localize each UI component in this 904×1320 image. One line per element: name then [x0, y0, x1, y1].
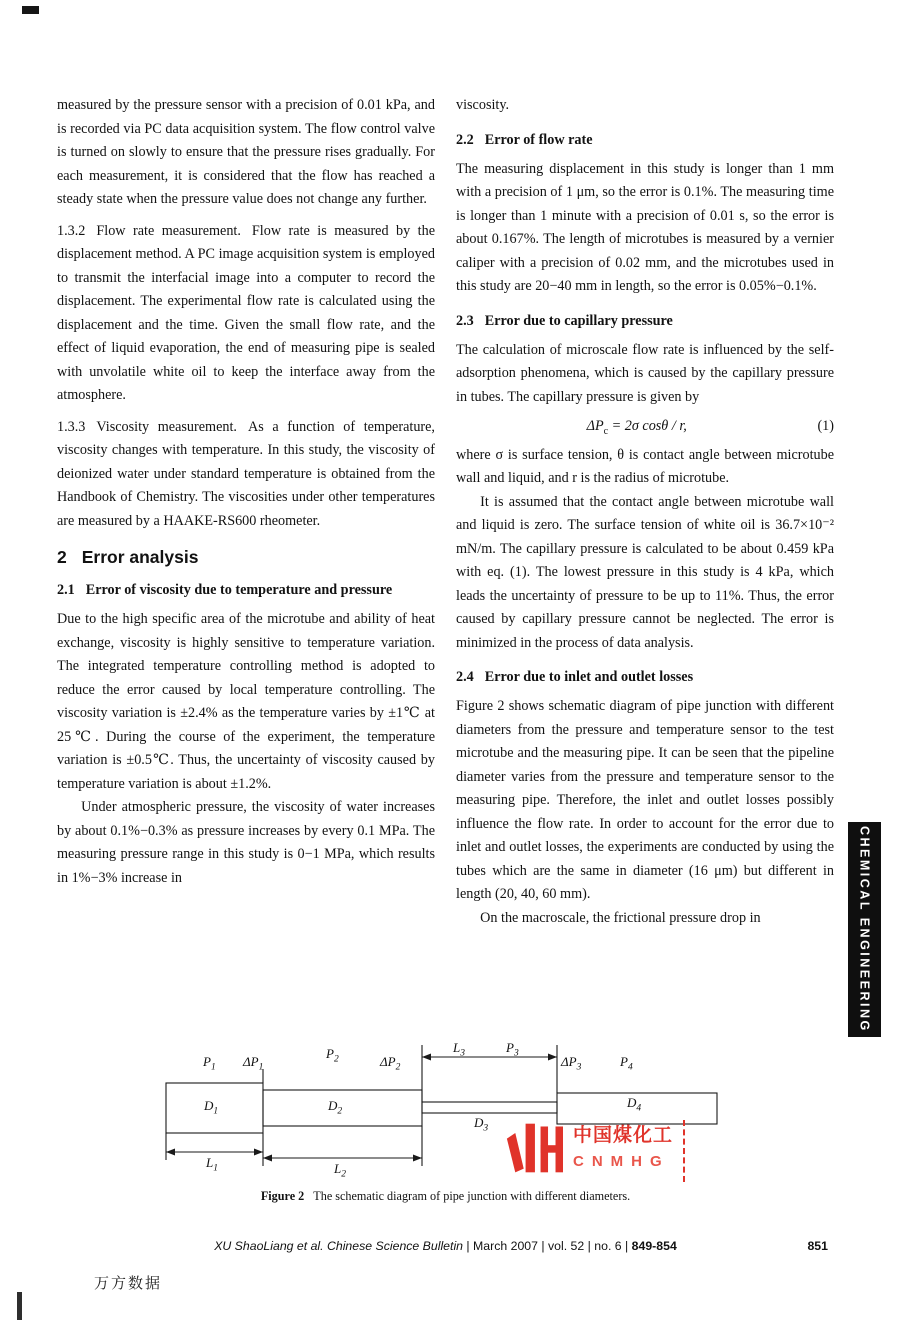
heading-number: 2 [57, 547, 67, 567]
figure-label-dp1: $\Delta P_1$ [243, 1054, 264, 1073]
figure-label-p3: $P_3$ [506, 1040, 519, 1059]
heading-text: Error of flow rate [484, 131, 593, 148]
heading-2-4 [456, 666, 834, 688]
watermark-texts [573, 1120, 673, 1170]
pipe-junction-schematic [57, 1040, 847, 1190]
heading-number: 2.4 [456, 669, 474, 686]
figure-label-l1: $L_1$ [206, 1155, 218, 1174]
figure-label-p1: $P_1$ [203, 1054, 216, 1073]
section-text: As a function of temperature, viscosity changes with temperature. In this study, the viscosity of deionized water under standard temperature is obtained from the Handbook of Chemistry. The viscosities under other temperatures are measured by a HAAKE-RS600 rheometer. [57, 418, 435, 529]
paragraph-2-2: The measuring displacement in this study is longer than 1 mm with a precision of 1 μm, so the error is 0.1%. The measuring time is longer than 1 minute with a precision of 0.01 s, so the error is about 0.167%. The length of microtubes is measured by a vernier caliper with a precision of 0.02 mm, and the microtubes used in this study are 20−40 mm in length, so the error is 0.05%−0.1%. [456, 160, 834, 294]
heading-2-2 [456, 129, 834, 151]
paragraph-macroscale: On the macroscale, the frictional pressure drop in [480, 909, 761, 926]
figure-label-p4: $P_4$ [620, 1054, 633, 1073]
heading-text: Error due to inlet and outlet losses [484, 669, 694, 686]
article-body [57, 94, 834, 1046]
paragraph-continuation: measured by the pressure sensor with a precision of 0.01 kPa, and is recorded via PC data acquisition system. The flow control valve is turned on slowly to ensure that the pressure rises gradually. For each measurement, it is considered that the flow has reached a steady state when the pressure value does not change any further. [57, 97, 435, 207]
figure-caption-text: The schematic diagram of pipe junction with different diameters. [313, 1189, 631, 1203]
scan-artifact-bottom [17, 1292, 22, 1320]
figure-2-diagram [57, 1040, 847, 1190]
section-number: 1.3.2 [57, 222, 86, 239]
figure-2-caption [57, 1189, 834, 1204]
footer [57, 1239, 834, 1253]
paragraph-2-1-a: Due to the high specific area of the microtube and ability of heat exchange, viscosity is highly sensitive to temperature variation. The integrated temperature controlling method is adopted to reduce the error caused by local temperature controlling. The viscosity variation is ±2.4% as the temperature varies by ±1℃ at 25℃. During the course of the experiment, the temperature variation is ±0.5℃. Thus, the uncertainty of viscosity caused by temperature variation is about ±1.2%. [57, 611, 435, 792]
scan-artifact-top [22, 6, 39, 14]
section-1-3-2-paragraph [57, 220, 435, 408]
heading-error-analysis [57, 547, 435, 568]
equation-subscript: c [603, 425, 609, 437]
section-tab-label: CHEMICAL ENGINEERING [857, 826, 872, 1033]
figure-caption-label: Figure 2 [260, 1189, 305, 1203]
figure-label-p2: $P_2$ [326, 1046, 339, 1065]
watermark-chinese-text: 中国煤化工 [573, 1125, 674, 1146]
cnmhg-watermark [505, 1120, 685, 1182]
heading-2-1 [57, 579, 435, 601]
footer-citation-pages: 849-854 [631, 1239, 677, 1253]
section-text: Flow rate is measured by the displacement method. A PC image acquisition system is employed to transmit the interfacial image into a computer to record the displacement. The experimental flow rate is calculated using the displacement and the time. Given the small flow rate, and the effect of liquid evaporation, the end of measuring pipe is sealed with unvolatile white oil to keep the interface away from the atmosphere. [57, 222, 435, 403]
left-column [57, 94, 435, 1046]
watermark-latin-text: CNMHG [573, 1153, 670, 1170]
footer-citation-journal: XU ShaoLiang et al. Chinese Science Bulletin [214, 1239, 464, 1253]
paragraph-2-4: Figure 2 shows schematic diagram of pipe junction with different diameters from the pressure and temperature sensor to the test microtube and the measuring pipe. It can be seen that the pipeline diameter varies from the pressure and temperature sensor to the measuring pipe. Therefore, the inlet and outlet losses possibly influence the flow rate. In order to account for the error due to inlet and outlet losses, the experiments are conducted by using the tubes which are the same in diameter (16 μm) but different in length (20, 40, 60 mm). [456, 698, 834, 903]
page-number: 851 [807, 1239, 828, 1253]
section-1-3-3-paragraph [57, 416, 435, 534]
figure-label-d3: $D_3$ [474, 1115, 489, 1134]
heading-number: 2.1 [57, 582, 75, 598]
right-column [456, 94, 834, 1046]
heading-number: 2.2 [456, 131, 474, 148]
paragraph-2-1-b: Under atmospheric pressure, the viscosity of water increases by about 0.1%−0.3% as pressure increases by every 0.1 MPa. The measuring pressure range in this study is 0−1 MPa, which results in 1%−3% increase in [57, 799, 435, 886]
figure-label-d2: $D_2$ [328, 1098, 343, 1117]
section-tab-chemical-engineering [848, 822, 881, 1037]
footer-citation [57, 1239, 834, 1253]
equation-1 [456, 418, 834, 437]
figure-label-d4: $D_4$ [627, 1095, 642, 1114]
heading-text: Error analysis [81, 547, 199, 567]
figure-label-l3: $L_3$ [453, 1040, 465, 1059]
wanfang-data-watermark: 万方数据 [94, 1274, 163, 1292]
cnmhg-logo-icon [505, 1120, 563, 1176]
footer-citation-issue: | March 2007 | vol. 52 | no. 6 | [463, 1239, 632, 1253]
figure-label-dp3: $\Delta P_3$ [561, 1054, 582, 1073]
paragraph-2-3-a: The calculation of microscale flow rate is influenced by the self-adsorption phenomena, which is caused by the capillary pressure in tubes. The capillary pressure is given by [456, 341, 834, 405]
figure-label-l2: $L_2$ [334, 1161, 346, 1180]
equation-rhs: = 2σ cosθ / r, [608, 418, 687, 434]
equation-number: (1) [817, 418, 834, 434]
paragraph-2-3-c: It is assumed that the contact angle between microtube wall and liquid is zero. The surface tension of white oil is 36.7×10⁻² mN/m. The capillary pressure is calculated to be about 0.459 kPa with eq. (1). The lowest pressure in this study is 4 kPa, which leads the uncertainty of pressure to be up to 11%. Thus, the error caused by capillary pressure cannot be neglected. The error is minimized in the process of data analysis. [456, 493, 834, 651]
section-run-in-title: Viscosity measurement. [96, 418, 237, 435]
figure-label-d1: $D_1$ [204, 1098, 219, 1117]
heading-text: Error due to capillary pressure [484, 312, 673, 329]
section-run-in-title: Flow rate measurement. [96, 222, 241, 239]
paragraph-2-3-b: where σ is surface tension, θ is contact angle between microtube wall and liquid, and r is the radius of microtube. [456, 446, 834, 487]
section-number: 1.3.3 [57, 418, 86, 435]
heading-number: 2.3 [456, 312, 474, 329]
paragraph-viscosity: viscosity. [456, 97, 510, 113]
equation-body [456, 418, 817, 437]
heading-text: Error of viscosity due to temperature and pressure [85, 582, 393, 598]
heading-2-3 [456, 310, 834, 332]
figure-label-dp2: $\Delta P_2$ [380, 1054, 401, 1073]
equation-lhs: ΔP [586, 418, 604, 434]
